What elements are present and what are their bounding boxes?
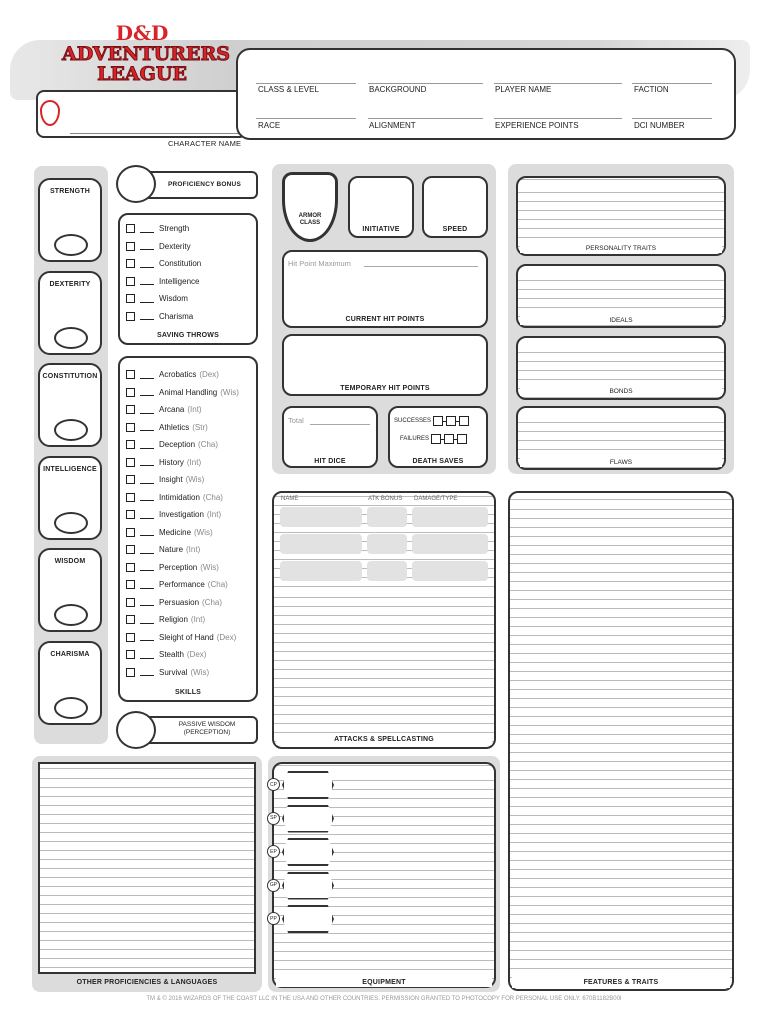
failure-check-2[interactable] bbox=[444, 434, 454, 444]
skill-name: Performance bbox=[159, 580, 205, 590]
skill-row bbox=[126, 489, 254, 507]
modifier-field[interactable] bbox=[140, 581, 154, 589]
coin-field-sp[interactable] bbox=[282, 805, 334, 833]
hit-dice-total-field[interactable] bbox=[310, 424, 370, 425]
proficiency-checkbox[interactable] bbox=[126, 615, 135, 624]
passive-wisdom-circle[interactable] bbox=[116, 711, 156, 749]
attack-name-field[interactable] bbox=[280, 507, 362, 527]
passive-wisdom-line1: PASSIVE WISDOM bbox=[178, 721, 236, 728]
logo bbox=[62, 21, 230, 85]
ability-box-wisdom[interactable] bbox=[38, 548, 102, 632]
proficiency-bonus-circle[interactable] bbox=[116, 165, 156, 203]
skill-row bbox=[126, 471, 254, 489]
failure-check-1[interactable] bbox=[431, 434, 441, 444]
skill-name: Deception bbox=[159, 440, 196, 450]
success-check-3[interactable] bbox=[459, 416, 469, 426]
dci-number-label: DCI NUMBER bbox=[634, 121, 685, 130]
modifier-field[interactable] bbox=[140, 563, 154, 571]
player-name-field[interactable] bbox=[494, 70, 622, 84]
armor-class-label bbox=[282, 213, 338, 227]
modifier-field[interactable] bbox=[140, 312, 154, 320]
background-label: BACKGROUND bbox=[369, 85, 427, 94]
skill-attribute: (Int) bbox=[206, 510, 222, 520]
proficiency-checkbox[interactable] bbox=[126, 370, 135, 379]
skill-attribute: (Wis) bbox=[194, 527, 213, 537]
passive-wisdom-label bbox=[162, 721, 252, 737]
coin-label: CP bbox=[267, 778, 280, 791]
hp-maximum-label: Hit Point Maximum bbox=[288, 259, 351, 268]
proficiency-checkbox[interactable] bbox=[126, 598, 135, 607]
proficiency-checkbox[interactable] bbox=[126, 475, 135, 484]
proficiency-checkbox[interactable] bbox=[126, 312, 135, 321]
skill-name: Athletics bbox=[159, 422, 190, 432]
skill-row bbox=[126, 454, 254, 472]
ability-label: WISDOM bbox=[54, 558, 86, 565]
proficiency-checkbox[interactable] bbox=[126, 650, 135, 659]
coin-field-pp[interactable] bbox=[282, 905, 334, 933]
skill-attribute: (Cha) bbox=[202, 492, 223, 502]
saving-throw-row bbox=[126, 290, 254, 308]
proficiency-checkbox[interactable] bbox=[126, 528, 135, 537]
ability-modifier-oval[interactable] bbox=[54, 327, 88, 349]
skill-name: Nature bbox=[159, 545, 184, 555]
skill-row bbox=[126, 664, 254, 682]
modifier-field[interactable] bbox=[140, 633, 154, 641]
proficiency-checkbox[interactable] bbox=[126, 242, 135, 251]
modifier-field[interactable] bbox=[140, 260, 154, 268]
attack-damage-field[interactable] bbox=[412, 561, 488, 581]
proficiency-checkbox[interactable] bbox=[126, 224, 135, 233]
passive-wisdom-line2: (PERCEPTION) bbox=[183, 729, 231, 736]
skill-attribute: (Wis) bbox=[185, 475, 205, 485]
proficiency-checkbox[interactable] bbox=[126, 277, 135, 286]
modifier-field[interactable] bbox=[140, 668, 154, 676]
saving-throw-label: Strength bbox=[159, 224, 190, 234]
skill-row bbox=[126, 384, 254, 402]
saving-throw-row bbox=[126, 220, 254, 238]
proficiency-checkbox[interactable] bbox=[126, 405, 135, 414]
skill-name: Arcana bbox=[159, 405, 185, 415]
character-name-field[interactable] bbox=[70, 120, 240, 134]
hit-dice-label: HIT DICE bbox=[314, 458, 346, 465]
successes-label: SUCCESSES bbox=[394, 418, 432, 424]
hp-maximum-field[interactable] bbox=[364, 266, 478, 267]
skill-attribute: (Dex) bbox=[186, 650, 207, 660]
saving-throw-label: Intelligence bbox=[159, 276, 200, 286]
player-name-label: PLAYER NAME bbox=[495, 85, 552, 94]
failures-label: FAILURES bbox=[400, 436, 430, 442]
attack-name-field[interactable] bbox=[280, 561, 362, 581]
ability-label: CONSTITUTION bbox=[42, 373, 98, 380]
skill-name: Sleight of Hand bbox=[159, 632, 214, 642]
attacks-col-damage: DAMAGE/TYPE bbox=[414, 496, 458, 502]
skills-list bbox=[126, 366, 254, 681]
modifier-field[interactable] bbox=[140, 546, 154, 554]
background-field[interactable] bbox=[368, 70, 483, 84]
personality-traits-label: PERSONALITY TRAITS bbox=[585, 245, 657, 252]
ideals-label: IDEALS bbox=[609, 317, 633, 324]
logo-brand: D&D bbox=[115, 21, 169, 45]
saving-throw-label: Dexterity bbox=[159, 241, 191, 251]
proficiency-checkbox[interactable] bbox=[126, 510, 135, 519]
attacks-title: ATTACKS & SPELLCASTING bbox=[334, 736, 434, 743]
class-level-field[interactable] bbox=[256, 70, 356, 84]
attack-damage-field[interactable] bbox=[412, 507, 488, 527]
skill-attribute: (Wis) bbox=[190, 667, 210, 677]
modifier-field[interactable] bbox=[140, 388, 154, 396]
skill-name: Persuasion bbox=[159, 597, 200, 607]
attack-damage-field[interactable] bbox=[412, 534, 488, 554]
ability-box-intelligence[interactable] bbox=[38, 456, 102, 540]
saving-throw-label: Constitution bbox=[159, 259, 202, 269]
skill-attribute: (Cha) bbox=[207, 580, 228, 590]
skill-row bbox=[126, 629, 254, 647]
current-hp-label: CURRENT HIT POINTS bbox=[345, 316, 425, 323]
faction-label: FACTION bbox=[634, 85, 669, 94]
modifier-field[interactable] bbox=[140, 277, 154, 285]
equipment-label: EQUIPMENT bbox=[362, 979, 406, 986]
skill-name: Insight bbox=[159, 475, 183, 485]
proficiency-bonus-label: PROFICIENCY BONUS bbox=[168, 181, 241, 188]
skill-name: Perception bbox=[159, 562, 198, 572]
ability-modifier-oval[interactable] bbox=[54, 604, 88, 626]
coin-label: PP bbox=[267, 912, 280, 925]
armor-class-line1: ARMOR bbox=[298, 213, 322, 219]
modifier-field[interactable] bbox=[140, 528, 154, 536]
skill-row bbox=[126, 611, 254, 629]
saving-throws-title: SAVING THROWS bbox=[157, 332, 219, 339]
modifier-field[interactable] bbox=[140, 616, 154, 624]
features-traits-label: FEATURES & TRAITS bbox=[583, 979, 659, 986]
logo-line1: ADVENTURERS bbox=[62, 43, 230, 65]
death-saves-successes bbox=[394, 416, 469, 426]
skill-row bbox=[126, 506, 254, 524]
failure-check-3[interactable] bbox=[457, 434, 467, 444]
coin-field-gp[interactable] bbox=[282, 872, 334, 900]
ability-label: CHARISMA bbox=[50, 650, 90, 658]
saving-throw-row bbox=[126, 308, 254, 326]
attack-bonus-field[interactable] bbox=[367, 507, 407, 527]
proficiency-checkbox[interactable] bbox=[126, 458, 135, 467]
skill-attribute: (Wis) bbox=[200, 562, 219, 572]
initiative-label: INITIATIVE bbox=[362, 226, 400, 233]
skill-row bbox=[126, 594, 254, 612]
skill-name: Religion bbox=[159, 615, 188, 625]
attack-bonus-field[interactable] bbox=[367, 561, 407, 581]
coin-field-cp[interactable] bbox=[282, 771, 334, 799]
modifier-field[interactable] bbox=[140, 511, 154, 519]
skill-row bbox=[126, 559, 254, 577]
hit-dice-total-label: Total bbox=[288, 416, 304, 425]
footer-copyright: TM & © 2016 WIZARDS OF THE COAST LLC IN THE USA AND OTHER COUNTRIES. PERMISSION GRANTED TO PHOTOCOPY FOR PERSONAL USE ONLY. 670B1182B00I bbox=[146, 996, 622, 1002]
ability-box-dexterity[interactable] bbox=[38, 271, 102, 355]
modifier-field[interactable] bbox=[140, 295, 154, 303]
skill-row bbox=[126, 576, 254, 594]
character-name-label: CHARACTER NAME bbox=[168, 139, 242, 148]
skill-attribute: (Cha) bbox=[198, 440, 219, 450]
saving-throw-label: Wisdom bbox=[159, 294, 188, 304]
proficiency-checkbox[interactable] bbox=[126, 563, 135, 572]
coin-label: EP bbox=[267, 845, 280, 858]
ability-label: STRENGTH bbox=[49, 188, 91, 195]
death-saves-label: DEATH SAVES bbox=[412, 458, 464, 465]
skill-attribute: (Dex) bbox=[216, 632, 237, 642]
modifier-field[interactable] bbox=[140, 493, 154, 501]
proficiency-checkbox[interactable] bbox=[126, 440, 135, 449]
skill-name: History bbox=[159, 457, 184, 467]
ability-label: DEXTERITY bbox=[49, 280, 91, 288]
skill-attribute: (Int) bbox=[187, 405, 202, 415]
skill-attribute: (Int) bbox=[190, 615, 206, 625]
skill-attribute: (Str) bbox=[192, 422, 208, 432]
success-check-1[interactable] bbox=[433, 416, 443, 426]
coin-field-ep[interactable] bbox=[282, 838, 334, 866]
success-check-2[interactable] bbox=[446, 416, 456, 426]
ability-box-charisma[interactable] bbox=[38, 641, 102, 725]
bonds-label: BONDS bbox=[609, 388, 633, 395]
modifier-field[interactable] bbox=[140, 458, 154, 466]
saving-throws-list bbox=[126, 220, 254, 325]
temp-hp-label: TEMPORARY HIT POINTS bbox=[340, 385, 430, 392]
ability-box-constitution[interactable] bbox=[38, 363, 102, 447]
coin-label: GP bbox=[267, 879, 280, 892]
skill-name: Survival bbox=[159, 667, 188, 677]
ability-label: INTELLIGENCE bbox=[43, 465, 97, 473]
skill-row bbox=[126, 524, 254, 542]
proficiency-checkbox[interactable] bbox=[126, 388, 135, 397]
modifier-field[interactable] bbox=[140, 423, 154, 431]
ability-box-strength[interactable] bbox=[38, 178, 102, 262]
proficiency-checkbox[interactable] bbox=[126, 493, 135, 502]
flaws-label: FLAWS bbox=[609, 459, 633, 466]
skill-row bbox=[126, 401, 254, 419]
experience-points-label: EXPERIENCE POINTS bbox=[495, 121, 579, 130]
skill-name: Stealth bbox=[159, 650, 184, 660]
dci-number-field[interactable] bbox=[632, 105, 712, 119]
experience-points-field[interactable] bbox=[494, 105, 622, 119]
skill-name: Investigation bbox=[159, 510, 204, 520]
saving-throw-label: Charisma bbox=[159, 311, 194, 321]
faction-field[interactable] bbox=[632, 70, 712, 84]
modifier-field[interactable] bbox=[140, 242, 154, 250]
modifier-field[interactable] bbox=[140, 225, 154, 233]
saving-throw-row bbox=[126, 255, 254, 273]
skill-row bbox=[126, 366, 254, 384]
race-field[interactable] bbox=[256, 105, 356, 119]
modifier-field[interactable] bbox=[140, 651, 154, 659]
class-level-label: CLASS & LEVEL bbox=[258, 85, 319, 94]
race-label: RACE bbox=[258, 121, 281, 130]
skill-name: Acrobatics bbox=[159, 370, 197, 380]
other-proficiencies-box[interactable] bbox=[38, 762, 256, 974]
proficiency-checkbox[interactable] bbox=[126, 580, 135, 589]
coin-label: SP bbox=[267, 812, 280, 825]
skill-name: Animal Handling bbox=[159, 387, 218, 397]
proficiency-checkbox[interactable] bbox=[126, 423, 135, 432]
modifier-field[interactable] bbox=[140, 476, 154, 484]
ability-modifier-oval[interactable] bbox=[54, 697, 88, 719]
attacks-panel[interactable] bbox=[272, 491, 496, 749]
skill-attribute: (Dex) bbox=[199, 370, 219, 380]
saving-throw-row bbox=[126, 238, 254, 256]
proficiency-checkbox[interactable] bbox=[126, 633, 135, 642]
skill-attribute: (Int) bbox=[186, 545, 201, 555]
alignment-label: ALIGNMENT bbox=[369, 121, 416, 130]
alignment-field[interactable] bbox=[368, 105, 483, 119]
ability-modifier-oval[interactable] bbox=[54, 512, 88, 534]
proficiency-checkbox[interactable] bbox=[126, 259, 135, 268]
modifier-field[interactable] bbox=[140, 371, 154, 379]
proficiency-checkbox[interactable] bbox=[126, 545, 135, 554]
attack-bonus-field[interactable] bbox=[367, 534, 407, 554]
attacks-col-atk: ATK BONUS bbox=[368, 496, 403, 502]
skill-name: Intimidation bbox=[159, 492, 200, 502]
armor-class-line2: CLASS bbox=[299, 220, 321, 226]
modifier-field[interactable] bbox=[140, 598, 154, 606]
skills-title: SKILLS bbox=[174, 689, 202, 696]
ability-modifier-oval[interactable] bbox=[54, 419, 88, 441]
proficiency-checkbox[interactable] bbox=[126, 294, 135, 303]
ability-modifier-oval[interactable] bbox=[54, 234, 88, 256]
skill-attribute: (Wis) bbox=[220, 387, 239, 397]
skill-row bbox=[126, 646, 254, 664]
skill-name: Medicine bbox=[159, 527, 192, 537]
features-traits-box[interactable] bbox=[508, 491, 734, 991]
saving-throw-row bbox=[126, 273, 254, 291]
modifier-field[interactable] bbox=[140, 441, 154, 449]
skill-attribute: (Cha) bbox=[202, 597, 223, 607]
skill-row bbox=[126, 541, 254, 559]
speed-label: SPEED bbox=[442, 226, 468, 233]
proficiency-checkbox[interactable] bbox=[126, 668, 135, 677]
skill-row bbox=[126, 436, 254, 454]
attacks-col-name: NAME bbox=[281, 496, 299, 502]
modifier-field[interactable] bbox=[140, 406, 154, 414]
skill-attribute: (Int) bbox=[186, 457, 202, 467]
death-saves-failures bbox=[400, 434, 467, 444]
other-proficiencies-label: OTHER PROFICIENCIES & LANGUAGES bbox=[76, 979, 218, 986]
logo-line2: LEAGUE bbox=[97, 63, 187, 85]
attack-name-field[interactable] bbox=[280, 534, 362, 554]
skill-row bbox=[126, 419, 254, 437]
